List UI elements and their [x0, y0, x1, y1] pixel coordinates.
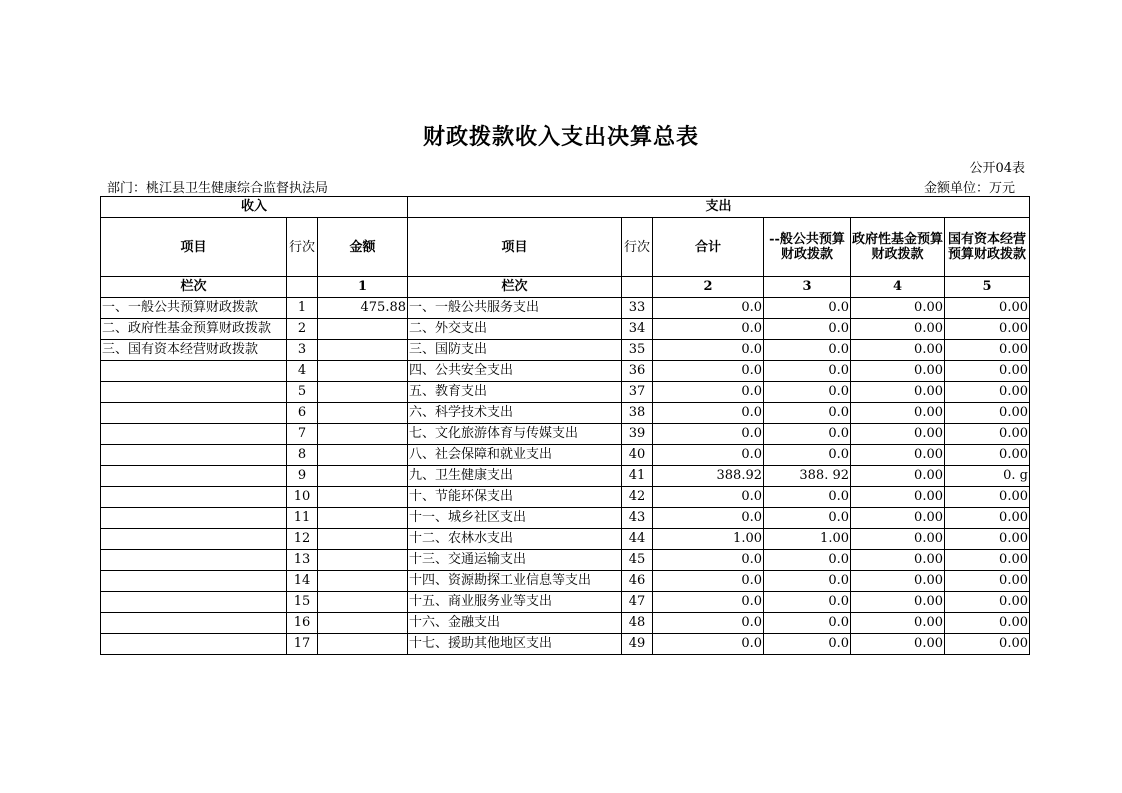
table-row — [101, 487, 1030, 508]
expense-row-no-cell: 34 — [622, 319, 653, 340]
soe-budget-cell: 0.00 — [945, 613, 1030, 634]
expense-item-cell: 四、公共安全支出 — [408, 361, 622, 382]
soe-budget-cell: 0.00 — [945, 592, 1030, 613]
soe-budget-cell: 0.00 — [945, 508, 1030, 529]
expense-row-no-cell: 38 — [622, 403, 653, 424]
fund-budget-cell: 0.00 — [851, 340, 945, 361]
income-row-no-cell: 1 — [287, 298, 318, 319]
total-cell: 0.0 — [653, 382, 764, 403]
expense-item-cell: 八、社会保障和就业支出 — [408, 445, 622, 466]
total-cell: 0.0 — [653, 592, 764, 613]
table-row — [101, 613, 1030, 634]
total-cell: 0.0 — [653, 340, 764, 361]
income-amount-cell — [318, 340, 408, 361]
expense-item-cell: 十三、交通运输支出 — [408, 550, 622, 571]
expense-item-cell: 十一、城乡社区支出 — [408, 508, 622, 529]
soe-budget-cell: 0.00 — [945, 319, 1030, 340]
column-number: 4 — [851, 277, 945, 298]
income-row-no-cell: 3 — [287, 340, 318, 361]
expense-row-no-cell: 46 — [622, 571, 653, 592]
total-cell: 0.0 — [653, 403, 764, 424]
expense-item-cell: 十七、援助其他地区支出 — [408, 634, 622, 655]
income-item-cell — [101, 382, 287, 403]
table-row — [101, 382, 1030, 403]
total-cell: 0.0 — [653, 424, 764, 445]
income-item-header: 项目 — [101, 218, 287, 277]
fund-budget-cell: 0.00 — [851, 550, 945, 571]
table-row — [101, 571, 1030, 592]
income-item-cell: 二、政府性基金预算财政拨款 — [101, 319, 287, 340]
expense-row-no-cell: 36 — [622, 361, 653, 382]
general-budget-cell: 0.0 — [764, 508, 851, 529]
income-row-no-cell: 4 — [287, 361, 318, 382]
income-row-no-cell: 7 — [287, 424, 318, 445]
table-row — [101, 319, 1030, 340]
column-number: 2 — [653, 277, 764, 298]
column-number-row — [101, 277, 1030, 298]
expense-item-cell: 五、教育支出 — [408, 382, 622, 403]
income-item-cell — [101, 424, 287, 445]
table-row — [101, 340, 1030, 361]
expense-row-no-cell: 41 — [622, 466, 653, 487]
expense-row-no-cell: 44 — [622, 529, 653, 550]
income-row-no-cell: 2 — [287, 319, 318, 340]
general-budget-cell: 0.0 — [764, 613, 851, 634]
total-cell: 0.0 — [653, 319, 764, 340]
income-row-no-cell: 10 — [287, 487, 318, 508]
income-amount-cell — [318, 487, 408, 508]
income-item-cell — [101, 403, 287, 424]
general-budget-cell: 0.0 — [764, 445, 851, 466]
income-row-no-cell: 5 — [287, 382, 318, 403]
lanci-label: 栏次 — [101, 277, 287, 298]
income-item-cell — [101, 529, 287, 550]
empty-cell — [622, 277, 653, 298]
general-budget-cell: 388. 92 — [764, 466, 851, 487]
total-cell: 0.0 — [653, 508, 764, 529]
expense-row-no-cell: 37 — [622, 382, 653, 403]
fund-budget-cell: 0.00 — [851, 424, 945, 445]
income-amount-header: 金额 — [318, 218, 408, 277]
table-row — [101, 298, 1030, 319]
total-cell: 0.0 — [653, 571, 764, 592]
fund-budget-cell: 0.00 — [851, 634, 945, 655]
income-item-cell — [101, 634, 287, 655]
expense-item-cell: 十四、资源勘探工业信息等支出 — [408, 571, 622, 592]
general-budget-cell: 0.0 — [764, 550, 851, 571]
expense-row-no-cell: 43 — [622, 508, 653, 529]
total-cell: 0.0 — [653, 298, 764, 319]
soe-budget-cell: 0.00 — [945, 529, 1030, 550]
total-cell: 0.0 — [653, 613, 764, 634]
soe-budget-cell: 0.00 — [945, 403, 1030, 424]
income-amount-cell — [318, 529, 408, 550]
fund-budget-cell: 0.00 — [851, 319, 945, 340]
expense-row-no-cell: 49 — [622, 634, 653, 655]
fund-budget-cell: 0.00 — [851, 487, 945, 508]
fund-budget-cell: 0.00 — [851, 508, 945, 529]
total-cell: 0.0 — [653, 550, 764, 571]
income-row-no-cell: 16 — [287, 613, 318, 634]
unit-label: 金额单位：万元 — [923, 181, 1015, 196]
expense-item-cell: 七、文化旅游体育与传媒支出 — [408, 424, 622, 445]
income-amount-cell — [318, 361, 408, 382]
income-row-no-cell: 12 — [287, 529, 318, 550]
income-amount-cell — [318, 382, 408, 403]
income-section-header: 收入 — [101, 197, 408, 218]
general-budget-cell: 0.0 — [764, 487, 851, 508]
income-amount-cell — [318, 550, 408, 571]
expense-item-cell: 六、科学技术支出 — [408, 403, 622, 424]
income-row-no-cell: 15 — [287, 592, 318, 613]
expense-item-cell: 十五、商业服务业等支出 — [408, 592, 622, 613]
income-amount-cell — [318, 508, 408, 529]
table-row — [101, 361, 1030, 382]
general-budget-cell: 1.00 — [764, 529, 851, 550]
general-budget-cell: 0.0 — [764, 319, 851, 340]
table-body — [101, 298, 1030, 655]
fund-budget-cell: 0.00 — [851, 361, 945, 382]
income-row-no-cell: 11 — [287, 508, 318, 529]
income-amount-cell: 475.88 — [318, 298, 408, 319]
fund-budget-cell: 0.00 — [851, 466, 945, 487]
general-budget-cell: 0.0 — [764, 424, 851, 445]
fund-budget-cell: 0.00 — [851, 403, 945, 424]
income-row-no-header: 行次 — [287, 218, 318, 277]
column-number: 3 — [764, 277, 851, 298]
total-header: 合计 — [653, 218, 764, 277]
page-title: 财政拨款收入支出决算总表 — [422, 124, 699, 150]
column-number: 1 — [318, 277, 408, 298]
expense-item-cell: 二、外交支出 — [408, 319, 622, 340]
general-budget-cell: 0.0 — [764, 592, 851, 613]
expense-item-header: 项目 — [408, 218, 622, 277]
expense-item-cell: 十六、金融支出 — [408, 613, 622, 634]
soe-budget-header: 国有资本经营预算财政拨款 — [945, 218, 1030, 277]
fund-budget-cell: 0.00 — [851, 529, 945, 550]
general-budget-cell: 0.0 — [764, 382, 851, 403]
expense-row-no-cell: 42 — [622, 487, 653, 508]
table-row — [101, 445, 1030, 466]
general-budget-header: --般公共预算财政拨款 — [764, 218, 851, 277]
income-amount-cell — [318, 424, 408, 445]
total-cell: 388.92 — [653, 466, 764, 487]
expense-row-no-cell: 48 — [622, 613, 653, 634]
total-cell: 1.00 — [653, 529, 764, 550]
soe-budget-cell: 0.00 — [945, 634, 1030, 655]
fund-budget-cell: 0.00 — [851, 298, 945, 319]
expense-item-cell: 九、卫生健康支出 — [408, 466, 622, 487]
table-row — [101, 592, 1030, 613]
income-row-no-cell: 13 — [287, 550, 318, 571]
general-budget-cell: 0.0 — [764, 340, 851, 361]
table-row — [101, 508, 1030, 529]
lanci-label: 栏次 — [408, 277, 622, 298]
income-amount-cell — [318, 403, 408, 424]
column-number: 5 — [945, 277, 1030, 298]
income-item-cell: 一、一般公共预算财政拨款 — [101, 298, 287, 319]
income-item-cell — [101, 613, 287, 634]
fund-budget-cell: 0.00 — [851, 382, 945, 403]
expense-row-no-cell: 47 — [622, 592, 653, 613]
income-row-no-cell: 17 — [287, 634, 318, 655]
total-cell: 0.0 — [653, 445, 764, 466]
form-code: 公开04表 — [969, 161, 1025, 176]
total-cell: 0.0 — [653, 634, 764, 655]
income-item-cell — [101, 550, 287, 571]
soe-budget-cell: 0.00 — [945, 382, 1030, 403]
expense-item-cell: 十二、农林水支出 — [408, 529, 622, 550]
income-item-cell — [101, 508, 287, 529]
table-row — [101, 466, 1030, 487]
income-amount-cell — [318, 613, 408, 634]
income-amount-cell — [318, 445, 408, 466]
income-row-no-cell: 9 — [287, 466, 318, 487]
income-item-cell — [101, 487, 287, 508]
expense-item-cell: 一、一般公共服务支出 — [408, 298, 622, 319]
expense-row-no-cell: 35 — [622, 340, 653, 361]
expense-row-no-cell: 45 — [622, 550, 653, 571]
soe-budget-cell: 0.00 — [945, 298, 1030, 319]
fund-budget-cell: 0.00 — [851, 571, 945, 592]
expense-item-cell: 十、节能环保支出 — [408, 487, 622, 508]
empty-cell — [287, 277, 318, 298]
table-row — [101, 529, 1030, 550]
soe-budget-cell: 0.00 — [945, 424, 1030, 445]
fund-budget-cell: 0.00 — [851, 445, 945, 466]
income-item-cell — [101, 571, 287, 592]
total-cell: 0.0 — [653, 487, 764, 508]
expense-row-no-cell: 33 — [622, 298, 653, 319]
expense-row-no-cell: 40 — [622, 445, 653, 466]
general-budget-cell: 0.0 — [764, 403, 851, 424]
table-row — [101, 550, 1030, 571]
soe-budget-cell: 0.00 — [945, 445, 1030, 466]
general-budget-cell: 0.0 — [764, 571, 851, 592]
soe-budget-cell: 0.00 — [945, 550, 1030, 571]
section-header-row — [101, 197, 1030, 218]
expense-row-no-cell: 39 — [622, 424, 653, 445]
general-budget-cell: 0.0 — [764, 361, 851, 382]
expense-section-header: 支出 — [408, 197, 1030, 218]
income-row-no-cell: 14 — [287, 571, 318, 592]
total-cell: 0.0 — [653, 361, 764, 382]
general-budget-cell: 0.0 — [764, 634, 851, 655]
soe-budget-cell: 0.00 — [945, 340, 1030, 361]
income-amount-cell — [318, 634, 408, 655]
soe-budget-cell: 0. g — [945, 466, 1030, 487]
income-item-cell: 三、国有资本经营财政拨款 — [101, 340, 287, 361]
fund-budget-header: 政府性基金预算财政拨款 — [851, 218, 945, 277]
income-row-no-cell: 6 — [287, 403, 318, 424]
general-budget-cell: 0.0 — [764, 298, 851, 319]
expense-item-cell: 三、国防支出 — [408, 340, 622, 361]
income-amount-cell — [318, 466, 408, 487]
table-row — [101, 403, 1030, 424]
income-row-no-cell: 8 — [287, 445, 318, 466]
soe-budget-cell: 0.00 — [945, 361, 1030, 382]
income-item-cell — [101, 361, 287, 382]
expense-row-no-header: 行次 — [622, 218, 653, 277]
table-row — [101, 634, 1030, 655]
fund-budget-cell: 0.00 — [851, 613, 945, 634]
income-item-cell — [101, 466, 287, 487]
soe-budget-cell: 0.00 — [945, 571, 1030, 592]
fund-budget-cell: 0.00 — [851, 592, 945, 613]
income-amount-cell — [318, 592, 408, 613]
table-row — [101, 424, 1030, 445]
final-accounts-table — [100, 196, 1030, 655]
income-amount-cell — [318, 571, 408, 592]
column-header-row — [101, 218, 1030, 277]
income-item-cell — [101, 445, 287, 466]
income-item-cell — [101, 592, 287, 613]
income-amount-cell — [318, 319, 408, 340]
soe-budget-cell: 0.00 — [945, 487, 1030, 508]
department-label: 部门：桃江县卫生健康综合监督执法局 — [107, 181, 329, 196]
